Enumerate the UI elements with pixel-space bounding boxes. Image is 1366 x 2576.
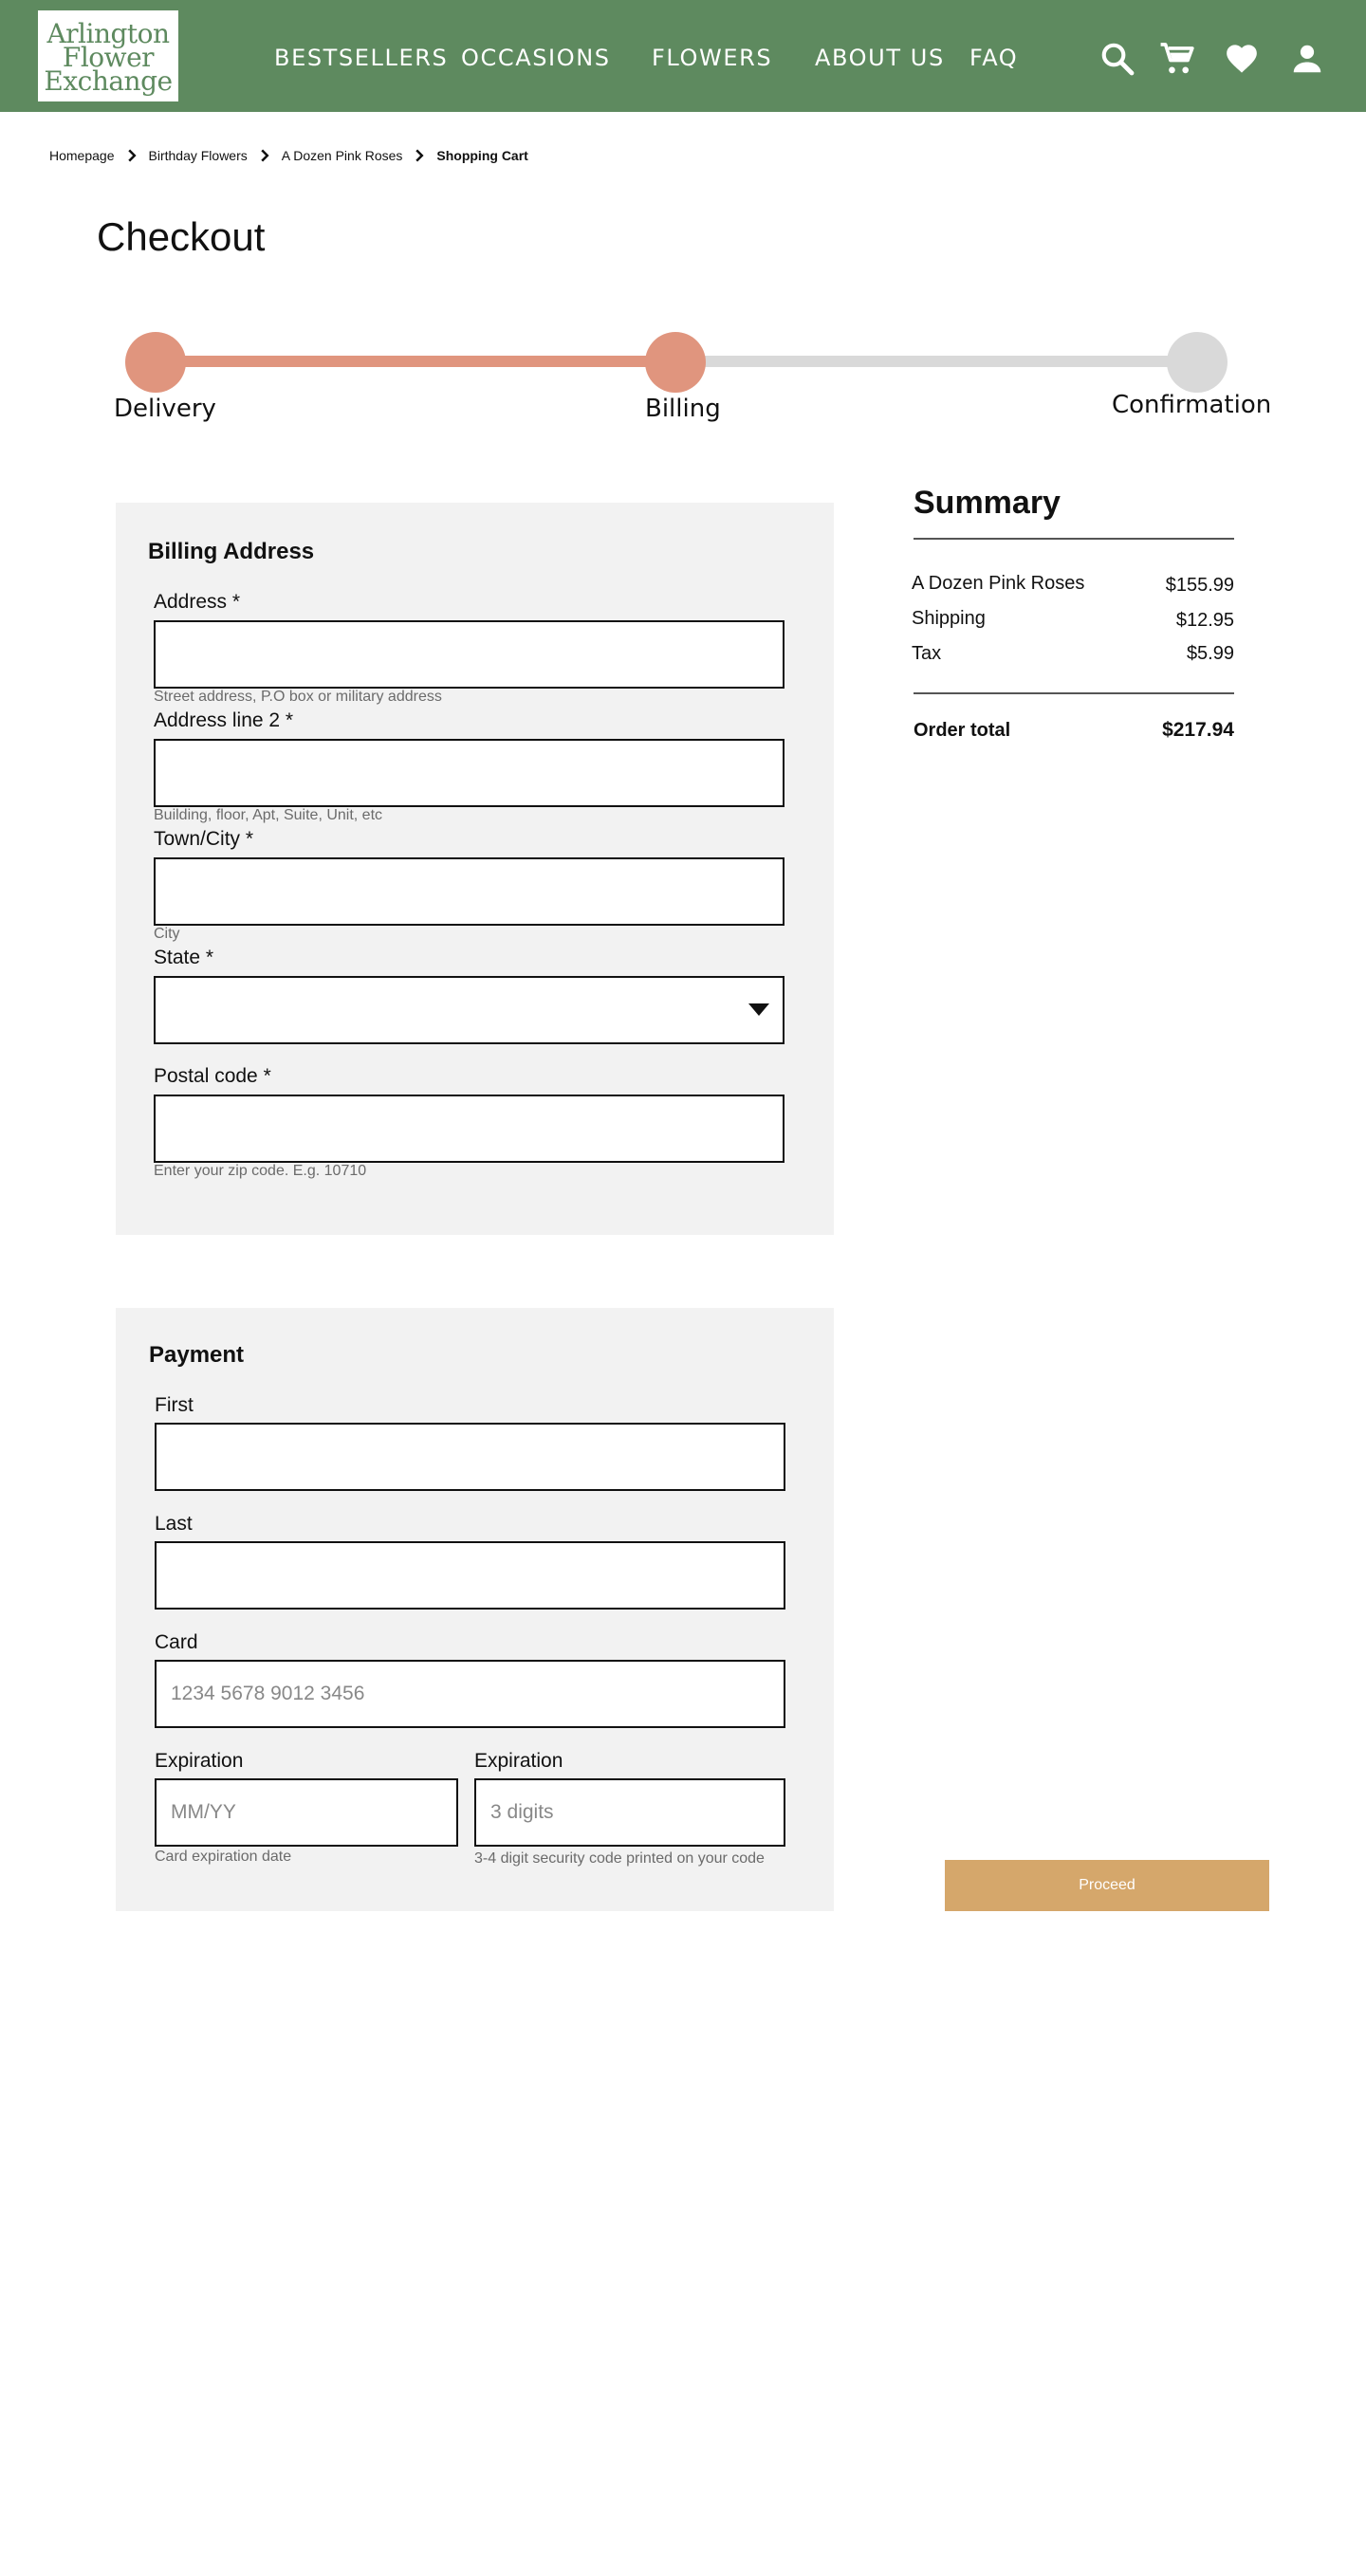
chevron-right-icon — [125, 149, 138, 162]
nav-bestsellers[interactable]: BESTSELLERS — [274, 45, 449, 71]
first-name-input[interactable] — [155, 1423, 785, 1491]
cart-icon[interactable] — [1159, 41, 1195, 77]
nav-occasions[interactable]: OCCASIONS — [461, 45, 611, 71]
state-select[interactable] — [154, 976, 785, 1044]
town-city-hint: City — [154, 926, 180, 942]
page-title: Checkout — [97, 214, 266, 259]
order-total-value: $217.94 — [1162, 719, 1234, 741]
address-label: Address * — [154, 591, 241, 613]
progress-track-remaining — [675, 356, 1203, 367]
postal-code-hint: Enter your zip code. E.g. 10710 — [154, 1163, 367, 1179]
summary-title: Summary — [914, 485, 1061, 521]
logo-line-2: Flower — [62, 42, 155, 73]
expiration-input[interactable] — [155, 1778, 458, 1847]
search-icon[interactable] — [1099, 41, 1135, 77]
card-number-label: Card — [155, 1631, 198, 1653]
step-label-confirmation: Confirmation — [1112, 391, 1272, 419]
address-line-2-input[interactable] — [154, 739, 785, 807]
summary-item-label: A Dozen Pink Roses — [912, 573, 1085, 594]
step-dot-confirmation — [1167, 332, 1228, 393]
address-line-2-label: Address line 2 * — [154, 709, 294, 731]
heart-icon[interactable] — [1224, 41, 1260, 77]
payment-panel — [116, 1308, 834, 1911]
last-name-label: Last — [155, 1513, 193, 1535]
proceed-button[interactable]: Proceed — [945, 1860, 1269, 1911]
town-city-label: Town/City * — [154, 828, 254, 850]
breadcrumb-homepage[interactable]: Homepage — [49, 148, 115, 163]
progress-track-completed — [156, 356, 675, 367]
breadcrumb-current: Shopping Cart — [436, 148, 528, 163]
chevron-right-icon — [258, 149, 271, 162]
address-hint: Street address, P.O box or military address — [154, 689, 442, 705]
summary-divider-top — [914, 538, 1234, 540]
nav-about-us[interactable]: ABOUT US — [815, 45, 945, 71]
logo-line-3: Exchange — [44, 65, 173, 97]
expiration-label: Expiration — [155, 1750, 244, 1772]
billing-address-title: Billing Address — [148, 539, 315, 564]
security-code-hint: 3-4 digit security code printed on your code — [474, 1850, 765, 1867]
nav-faq[interactable]: FAQ — [969, 45, 1019, 71]
step-dot-delivery[interactable] — [125, 332, 186, 393]
postal-code-label: Postal code * — [154, 1065, 271, 1087]
summary-tax-label: Tax — [912, 643, 942, 664]
first-name-label: First — [155, 1394, 194, 1416]
chevron-down-icon — [748, 1003, 769, 1016]
address-input[interactable] — [154, 620, 785, 689]
town-city-input[interactable] — [154, 857, 785, 926]
step-label-delivery: Delivery — [114, 395, 216, 423]
summary-shipping-price: $12.95 — [1175, 610, 1234, 631]
billing-address-panel — [116, 503, 834, 1235]
site-logo[interactable] — [38, 10, 178, 101]
last-name-input[interactable] — [155, 1541, 785, 1610]
expiration-hint: Card expiration date — [155, 1849, 292, 1865]
summary-item-price: $155.99 — [1165, 575, 1234, 596]
security-code-label: Expiration — [474, 1750, 563, 1772]
chevron-right-icon — [413, 149, 426, 162]
summary-divider-bottom — [914, 692, 1234, 694]
payment-title: Payment — [149, 1342, 245, 1368]
card-number-input[interactable] — [155, 1660, 785, 1728]
breadcrumb-product[interactable]: A Dozen Pink Roses — [281, 148, 403, 163]
state-label: State * — [154, 947, 214, 968]
security-code-input[interactable] — [474, 1778, 785, 1847]
site-header — [0, 0, 1366, 112]
user-icon[interactable] — [1289, 41, 1325, 77]
summary-shipping-label: Shipping — [912, 608, 986, 629]
address-line-2-hint: Building, floor, Apt, Suite, Unit, etc — [154, 807, 383, 823]
order-total-label: Order total — [914, 720, 1011, 741]
step-label-billing: Billing — [645, 395, 721, 423]
step-dot-billing[interactable] — [645, 332, 706, 393]
postal-code-input[interactable] — [154, 1095, 785, 1163]
breadcrumb-birthday-flowers[interactable]: Birthday Flowers — [148, 148, 248, 163]
breadcrumb — [49, 148, 528, 163]
nav-flowers[interactable]: FLOWERS — [652, 45, 773, 71]
summary-tax-price: $5.99 — [1186, 643, 1234, 664]
logo-line-1: Arlington — [46, 18, 170, 49]
